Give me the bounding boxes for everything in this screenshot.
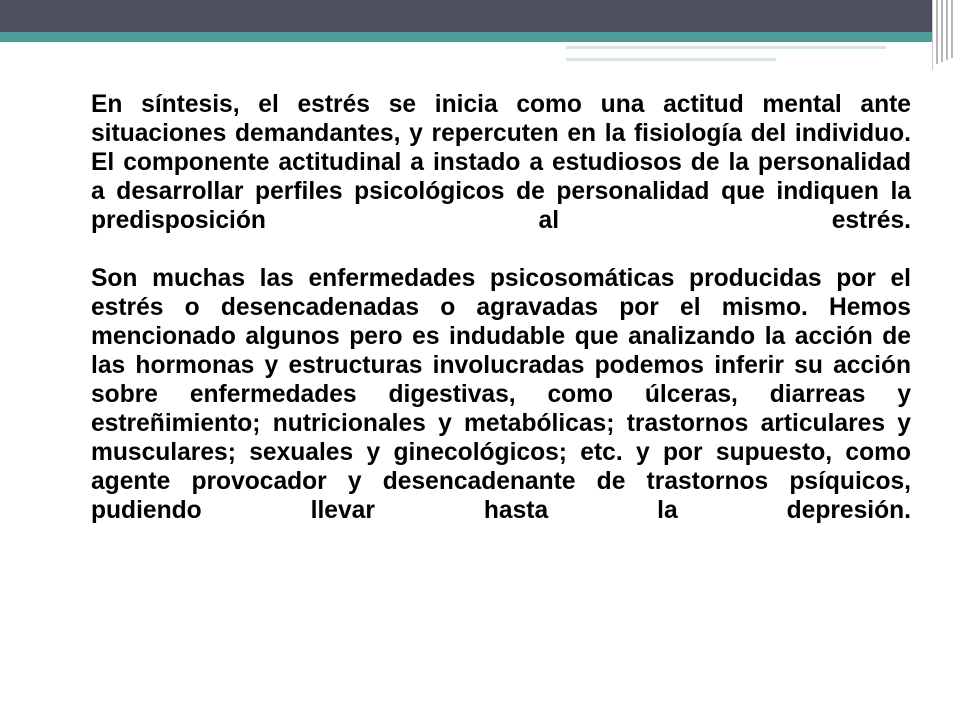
header-accent-line (0, 32, 932, 42)
corner-stripe (946, 0, 948, 60)
corner-stripe (951, 0, 953, 58)
corner-stripe (941, 0, 943, 62)
slide-body (91, 90, 911, 525)
paragraph-diseases: Son muchas las enfermedades psicosomáticas producidas por el estrés o desencadenadas o agravadas por el mismo. Hemos mencionado algunos pero es indudable que analizando la acción de las hormonas y estructuras involucradas podemos inferir su acción sobre enfermedades digestivas, como úlceras, diarreas y estreñimiento; nutricionales y metabólicas; trastornos articulares y musculares; sexuales y ginecológicos; etc. y por supuesto, como agente provocador y desencadenante de trastornos psíquicos, pudiendo llevar hasta la depresión. (91, 265, 911, 524)
paragraph-summary: En síntesis, el estrés se inicia como una actitud mental ante situaciones demandantes, y repercuten en la fisiología del individuo. El componente actitudinal a instado a estudiosos de la personalidad a desarrollar perfiles psicológicos de personalidad que indiquen la predisposición al estrés. (91, 91, 911, 234)
header-accent-line-lower (566, 58, 776, 61)
header-bar (0, 0, 932, 32)
header-accent-line-upper (566, 46, 886, 49)
corner-stripe (936, 0, 938, 64)
